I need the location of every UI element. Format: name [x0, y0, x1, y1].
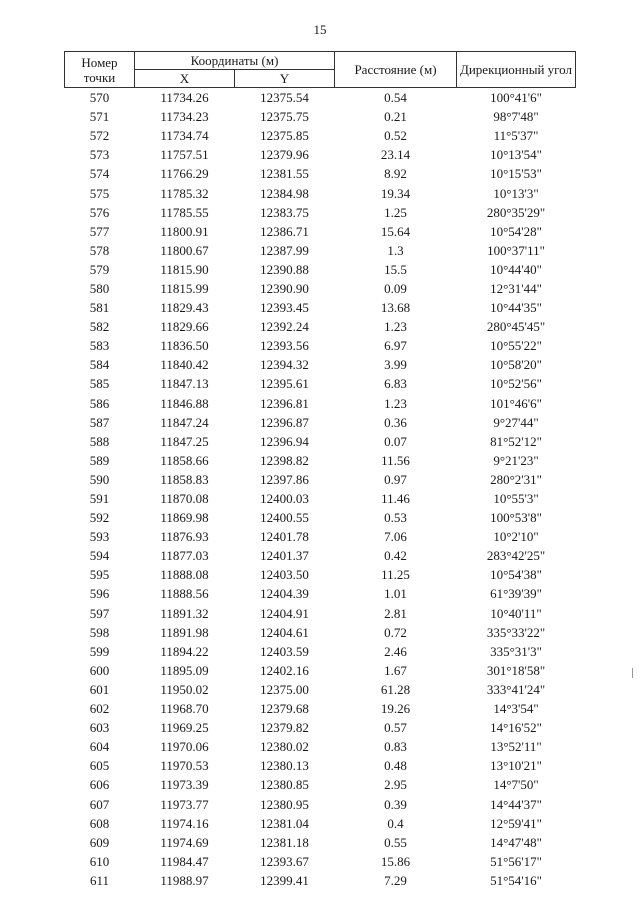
direction-angle-cell: 14°44'37" [490, 796, 542, 812]
x-cell: 11970.53 [160, 758, 209, 774]
table-row [65, 88, 576, 108]
table-row [65, 604, 576, 623]
table-row [65, 699, 576, 718]
y-cell: 12400.55 [260, 510, 309, 526]
y-cell: 12396.87 [260, 414, 309, 430]
y-cell: 12375.75 [260, 109, 309, 125]
x-cell: 11891.98 [160, 624, 209, 640]
point-number-cell: 579 [89, 261, 110, 277]
point-number-cell: 572 [89, 128, 110, 144]
direction-angle-cell: 51°54'16" [490, 872, 542, 888]
table-row [65, 451, 576, 470]
x-cell: 11734.74 [160, 128, 209, 144]
y-cell: 12401.78 [260, 529, 309, 545]
direction-angle-cell: 335°31'3" [490, 643, 542, 659]
distance-cell: 7.29 [384, 872, 407, 888]
y-cell: 12390.88 [260, 261, 309, 277]
y-cell: 12404.39 [260, 586, 309, 602]
y-cell: 12396.81 [260, 395, 309, 411]
header-distance: Расстояние (м) [335, 52, 457, 88]
point-number-cell: 581 [89, 300, 110, 316]
distance-cell: 0.53 [384, 510, 407, 526]
direction-angle-cell: 10°44'35" [490, 300, 542, 316]
distance-cell: 0.07 [384, 433, 407, 449]
y-cell: 12403.50 [260, 567, 309, 583]
direction-angle-cell: 283°42'25" [486, 548, 546, 564]
table-row [65, 718, 576, 737]
y-cell: 12379.68 [260, 701, 309, 717]
point-number-cell: 592 [89, 510, 110, 526]
y-cell: 12396.94 [260, 433, 309, 449]
point-number-cell: 593 [89, 529, 110, 545]
distance-cell: 0.4 [387, 815, 404, 831]
x-cell: 11973.77 [160, 796, 209, 812]
x-cell: 11766.29 [160, 166, 209, 182]
point-number-cell: 588 [89, 433, 110, 449]
direction-angle-cell: 101°46'6" [490, 395, 542, 411]
point-number-cell: 600 [89, 662, 110, 678]
y-cell: 12380.95 [260, 796, 309, 812]
table-body [65, 88, 576, 890]
point-number-cell: 599 [89, 643, 110, 659]
table-row [65, 508, 576, 527]
margin-mark [632, 668, 636, 678]
y-cell: 12381.55 [260, 166, 309, 182]
x-cell: 11984.47 [160, 853, 209, 869]
direction-angle-cell: 280°2'31" [490, 471, 542, 487]
x-cell: 11888.56 [160, 586, 209, 602]
direction-angle-cell: 10°15'53" [490, 166, 542, 182]
distance-cell: 6.97 [384, 338, 407, 354]
direction-angle-cell: 10°44'40" [490, 261, 542, 277]
x-cell: 11836.50 [160, 338, 209, 354]
x-cell: 11829.43 [160, 300, 209, 316]
y-cell: 12393.67 [260, 853, 309, 869]
distance-cell: 0.97 [384, 471, 407, 487]
point-number-cell: 577 [89, 223, 110, 239]
direction-angle-cell: 10°54'38" [490, 567, 542, 583]
point-number-cell: 583 [89, 338, 110, 354]
distance-cell: 1.01 [384, 586, 407, 602]
direction-angle-cell: 12°31'44" [490, 280, 542, 296]
point-number-cell: 610 [89, 853, 110, 869]
x-cell: 11876.93 [160, 529, 209, 545]
y-cell: 12390.90 [260, 280, 309, 296]
table-row [65, 145, 576, 164]
table-row [65, 413, 576, 432]
table-row [65, 203, 576, 222]
y-cell: 12383.75 [260, 204, 309, 220]
x-cell: 11800.67 [160, 242, 209, 258]
x-cell: 11829.66 [160, 319, 209, 335]
point-number-cell: 595 [89, 567, 110, 583]
table-row [65, 680, 576, 699]
y-cell: 12381.18 [260, 834, 309, 850]
direction-angle-cell: 280°35'29" [486, 204, 546, 220]
y-cell: 12379.82 [260, 720, 309, 736]
table-row [65, 222, 576, 241]
distance-cell: 1.25 [384, 204, 407, 220]
y-cell: 12381.04 [260, 815, 309, 831]
direction-angle-cell: 61°39'39" [490, 586, 542, 602]
distance-cell: 1.23 [384, 319, 407, 335]
table-row [65, 298, 576, 317]
direction-angle-cell: 81°52'12" [490, 433, 542, 449]
y-cell: 12395.61 [260, 376, 309, 392]
x-cell: 11969.25 [160, 720, 209, 736]
y-cell: 12398.82 [260, 452, 309, 468]
y-cell: 12375.54 [260, 90, 309, 106]
y-cell: 12387.99 [260, 242, 309, 258]
distance-cell: 11.56 [381, 452, 410, 468]
x-cell: 11847.13 [160, 376, 209, 392]
y-cell: 12397.86 [260, 471, 309, 487]
table-row [65, 584, 576, 603]
point-number-cell: 596 [89, 586, 110, 602]
table-row [65, 756, 576, 775]
direction-angle-cell: 9°21'23" [493, 452, 539, 468]
x-cell: 11734.26 [160, 90, 209, 106]
direction-angle-cell: 10°2'10" [493, 529, 539, 545]
table-row [65, 336, 576, 355]
x-cell: 11858.83 [160, 471, 209, 487]
y-cell: 12403.59 [260, 643, 309, 659]
direction-angle-cell: 98°7'48" [493, 109, 539, 125]
table-row [65, 661, 576, 680]
point-number-cell: 585 [89, 376, 110, 392]
point-number-cell: 609 [89, 834, 110, 850]
distance-cell: 11.25 [381, 567, 410, 583]
direction-angle-cell: 10°52'56" [490, 376, 542, 392]
x-cell: 11974.16 [160, 815, 209, 831]
table-row [65, 470, 576, 489]
direction-angle-cell: 14°7'50" [493, 777, 539, 793]
y-cell: 12379.96 [260, 147, 309, 163]
x-cell: 11840.42 [160, 357, 209, 373]
y-cell: 12380.85 [260, 777, 309, 793]
direction-angle-cell: 100°53'8" [490, 510, 542, 526]
distance-cell: 0.42 [384, 548, 407, 564]
header-x: X [135, 70, 235, 88]
distance-cell: 0.48 [384, 758, 407, 774]
coordinates-table [64, 51, 576, 890]
distance-cell: 2.95 [384, 777, 407, 793]
table-row [65, 527, 576, 546]
table-row [65, 107, 576, 126]
page-number: 15 [313, 22, 327, 37]
direction-angle-cell: 280°45'45" [486, 319, 546, 335]
distance-cell: 6.83 [384, 376, 407, 392]
table-row [65, 814, 576, 833]
point-number-cell: 605 [89, 758, 110, 774]
table-row [65, 394, 576, 413]
point-number-cell: 594 [89, 548, 110, 564]
table-row [65, 489, 576, 508]
distance-cell: 0.55 [384, 834, 407, 850]
y-cell: 12392.24 [260, 319, 309, 335]
table-row [65, 183, 576, 202]
point-number-cell: 576 [89, 204, 110, 220]
y-cell: 12393.45 [260, 300, 309, 316]
point-number-cell: 582 [89, 319, 110, 335]
point-number-cell: 584 [89, 357, 110, 373]
distance-cell: 0.21 [384, 109, 407, 125]
x-cell: 11757.51 [160, 147, 209, 163]
distance-cell: 0.57 [384, 720, 407, 736]
table-row [65, 126, 576, 145]
point-number-cell: 573 [89, 147, 110, 163]
table-row [65, 241, 576, 260]
point-number-cell: 597 [89, 605, 110, 621]
x-cell: 11973.39 [160, 777, 209, 793]
table-row [65, 546, 576, 565]
point-number-cell: 575 [89, 185, 110, 201]
x-cell: 11785.32 [160, 185, 209, 201]
direction-angle-cell: 12°59'41" [490, 815, 542, 831]
distance-cell: 0.09 [384, 280, 407, 296]
point-number-cell: 604 [89, 739, 110, 755]
x-cell: 11974.69 [160, 834, 209, 850]
direction-angle-cell: 10°54'28" [490, 223, 542, 239]
distance-cell: 2.81 [384, 605, 407, 621]
x-cell: 11888.08 [160, 567, 209, 583]
direction-angle-cell: 10°40'11" [490, 605, 542, 621]
table-row [65, 374, 576, 393]
direction-angle-cell: 13°52'11" [490, 739, 542, 755]
table-row [65, 565, 576, 584]
point-number-cell: 603 [89, 720, 110, 736]
x-cell: 11870.08 [160, 491, 209, 507]
point-number-cell: 580 [89, 280, 110, 296]
table-row [65, 355, 576, 374]
direction-angle-cell: 10°13'54" [490, 147, 542, 163]
table-row [65, 642, 576, 661]
point-number-cell: 607 [89, 796, 110, 812]
point-number-cell: 601 [89, 681, 110, 697]
distance-cell: 0.83 [384, 739, 407, 755]
y-cell: 12384.98 [260, 185, 309, 201]
header-coordinates: Координаты (м) [135, 52, 335, 70]
distance-cell: 11.46 [381, 491, 410, 507]
direction-angle-cell: 10°55'22" [490, 338, 542, 354]
header-direction-angle: Дирекционный угол [457, 52, 576, 88]
direction-angle-cell: 14°16'52" [490, 720, 542, 736]
point-number-cell: 611 [89, 872, 110, 888]
table-row [65, 432, 576, 451]
distance-cell: 15.64 [380, 223, 411, 239]
x-cell: 11869.98 [160, 510, 209, 526]
x-cell: 11734.23 [160, 109, 209, 125]
distance-cell: 3.99 [384, 357, 407, 373]
y-cell: 12402.16 [260, 662, 309, 678]
y-cell: 12380.13 [260, 758, 309, 774]
point-number-cell: 571 [89, 109, 110, 125]
x-cell: 11785.55 [160, 204, 209, 220]
x-cell: 11847.24 [160, 414, 209, 430]
point-number-cell: 586 [89, 395, 110, 411]
table-row [65, 279, 576, 298]
point-number-cell: 587 [89, 414, 110, 430]
y-cell: 12393.56 [260, 338, 309, 354]
x-cell: 11970.06 [160, 739, 209, 755]
x-cell: 11968.70 [160, 701, 209, 717]
x-cell: 11950.02 [160, 681, 209, 697]
x-cell: 11800.91 [160, 223, 209, 239]
direction-angle-cell: 14°3'54" [493, 701, 539, 717]
table-row [65, 623, 576, 642]
y-cell: 12375.85 [260, 128, 309, 144]
distance-cell: 0.54 [384, 90, 407, 106]
point-number-cell: 598 [89, 624, 110, 640]
x-cell: 11894.22 [160, 643, 209, 659]
header-y: Y [235, 70, 335, 88]
y-cell: 12380.02 [260, 739, 309, 755]
direction-angle-cell: 335°33'22" [486, 624, 546, 640]
direction-angle-cell: 14°47'48" [490, 834, 542, 850]
x-cell: 11846.88 [160, 395, 209, 411]
y-cell: 12394.32 [260, 357, 309, 373]
header-point-number: Номер точки [65, 52, 135, 88]
direction-angle-cell: 9°27'44" [493, 414, 539, 430]
x-cell: 11877.03 [160, 548, 209, 564]
direction-angle-cell: 333°41'24" [486, 681, 546, 697]
table-row [65, 737, 576, 756]
x-cell: 11988.97 [160, 872, 209, 888]
distance-cell: 1.3 [387, 242, 404, 258]
table-row [65, 794, 576, 813]
table-row [65, 852, 576, 871]
distance-cell: 0.72 [384, 624, 407, 640]
table-row [65, 260, 576, 279]
point-number-cell: 589 [89, 452, 110, 468]
direction-angle-cell: 100°37'11" [487, 242, 545, 258]
point-number-cell: 602 [89, 701, 110, 717]
table-row [65, 164, 576, 183]
direction-angle-cell: 301°18'58" [486, 662, 546, 678]
y-cell: 12386.71 [260, 223, 309, 239]
distance-cell: 61.28 [380, 681, 411, 697]
y-cell: 12404.91 [260, 605, 309, 621]
distance-cell: 2.46 [384, 643, 407, 659]
distance-cell: 19.34 [380, 185, 411, 201]
table-row [65, 775, 576, 794]
direction-angle-cell: 100°41'6" [490, 90, 542, 106]
distance-cell: 0.52 [384, 128, 407, 144]
distance-cell: 7.06 [384, 529, 407, 545]
distance-cell: 0.39 [384, 796, 407, 812]
point-number-cell: 591 [89, 491, 110, 507]
y-cell: 12404.61 [260, 624, 309, 640]
point-number-cell: 608 [89, 815, 110, 831]
distance-cell: 15.5 [384, 261, 407, 277]
x-cell: 11815.99 [160, 280, 209, 296]
direction-angle-cell: 10°58'20" [490, 357, 542, 373]
x-cell: 11891.32 [160, 605, 209, 621]
y-cell: 12401.37 [260, 548, 309, 564]
distance-cell: 0.36 [384, 414, 407, 430]
x-cell: 11815.90 [160, 261, 209, 277]
direction-angle-cell: 11°5'37" [493, 128, 539, 144]
x-cell: 11895.09 [160, 662, 209, 678]
direction-angle-cell: 13°10'21" [490, 758, 542, 774]
distance-cell: 19.26 [380, 701, 411, 717]
distance-cell: 15.86 [380, 853, 411, 869]
y-cell: 12400.03 [260, 491, 309, 507]
point-number-cell: 570 [89, 90, 110, 106]
point-number-cell: 578 [89, 242, 110, 258]
direction-angle-cell: 10°55'3" [493, 491, 539, 507]
table-row [65, 833, 576, 852]
direction-angle-cell: 51°56'17" [490, 853, 542, 869]
distance-cell: 8.92 [384, 166, 407, 182]
point-number-cell: 574 [89, 166, 110, 182]
point-number-cell: 590 [89, 471, 110, 487]
y-cell: 12375.00 [260, 681, 309, 697]
distance-cell: 1.23 [384, 395, 407, 411]
point-number-cell: 606 [89, 777, 110, 793]
y-cell: 12399.41 [260, 872, 309, 888]
table-row [65, 871, 576, 890]
distance-cell: 1.67 [384, 662, 407, 678]
direction-angle-cell: 10°13'3" [493, 185, 539, 201]
distance-cell: 23.14 [380, 147, 411, 163]
x-cell: 11858.66 [160, 452, 209, 468]
x-cell: 11847.25 [160, 433, 209, 449]
distance-cell: 13.68 [380, 300, 411, 316]
table-row [65, 317, 576, 336]
